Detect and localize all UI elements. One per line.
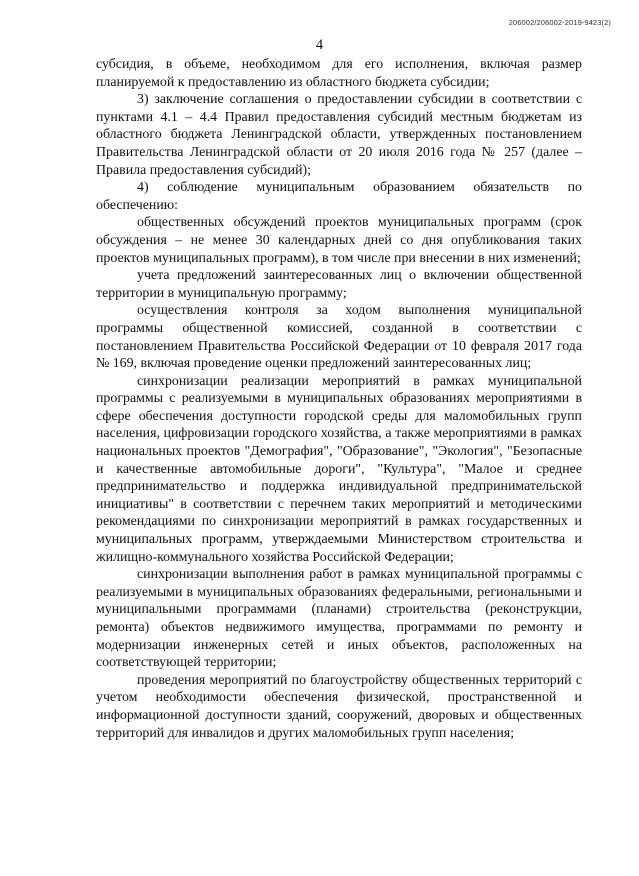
paragraph: 3) заключение соглашения о предоставлении субсидии в соответствии с пунктами 4.1 – 4.4 Правил предоставления субсидий местным бюджетам из областного бюджета Ленинградской области, утвержденных постановлением Правительства Ленинградской области от 20 июля 2016 года № 257 (далее – Правила предоставления субсидий); — [96, 92, 582, 178]
page-number: 4 — [315, 37, 324, 53]
document-number: 206002/206002-2019-9423(2) — [508, 18, 611, 27]
paragraph: синхронизации выполнения работ в рамках муниципальной программы с реализуемыми в муниципальных образованиях федеральными, региональными и муниципальными программами (планами) строительства (реконструкции, ремонта) объектов недвижимого имущества, программами по ремонту и модернизации инженерных сетей и иных объектов, расположенных на соответствующей территории; — [96, 567, 582, 671]
paragraph: синхронизации реализации мероприятий в рамках муниципальной программы с реализуемыми в муниципальных образованиях мероприятиями в сфере обеспечения доступности городской среды для маломобильных групп населения, цифровизации городского хозяйства, а также мероприятиями в рамках национальных проектов "Демография", "Образование", "Экология", "Безопасные и качественные автомобильные дороги", "Культура", "Малое и среднее предпринимательство и поддержка индивидуальной предпринимательской инициативы" в соответствии с перечнем таких мероприятий и методическими рекомендациями по синхронизации мероприятий в рамках государственных и муниципальных программ, утверждаемыми Министерством строительства и жилищно-коммунального хозяйства Российской Федерации; — [96, 373, 582, 565]
paragraph: осуществления контроля за ходом выполнения муниципальной программы общественной комиссией, созданной в соответствии с постановлением Правительства Российской Федерации от 10 февраля 2017 года № 169, включая проведение оценки предложений заинтересованных лиц; — [96, 303, 582, 372]
paragraph: 4) соблюдение муниципальным образованием обязательств по обеспечению: — [96, 180, 582, 213]
document-body — [96, 56, 582, 742]
paragraph: учета предложений заинтересованных лиц о включении общественной территории в муниципальную программу; — [96, 268, 582, 301]
paragraph: проведения мероприятий по благоустройству общественных территорий с учетом необходимости обеспечения физической, пространственной и информационной доступности зданий, сооружений, дворовых и общественных территорий для инвалидов и других маломобильных групп населения; — [96, 672, 582, 741]
paragraph: общественных обсуждений проектов муниципальных программ (срок обсуждения – не менее 30 календарных дней со дня опубликования таких проектов муниципальных программ), в том числе при внесении в них изменений; — [96, 215, 582, 266]
paragraph: субсидия, в объеме, необходимом для его исполнения, включая размер планируемой к предоставлению из областного бюджета субсидии; — [96, 57, 582, 90]
